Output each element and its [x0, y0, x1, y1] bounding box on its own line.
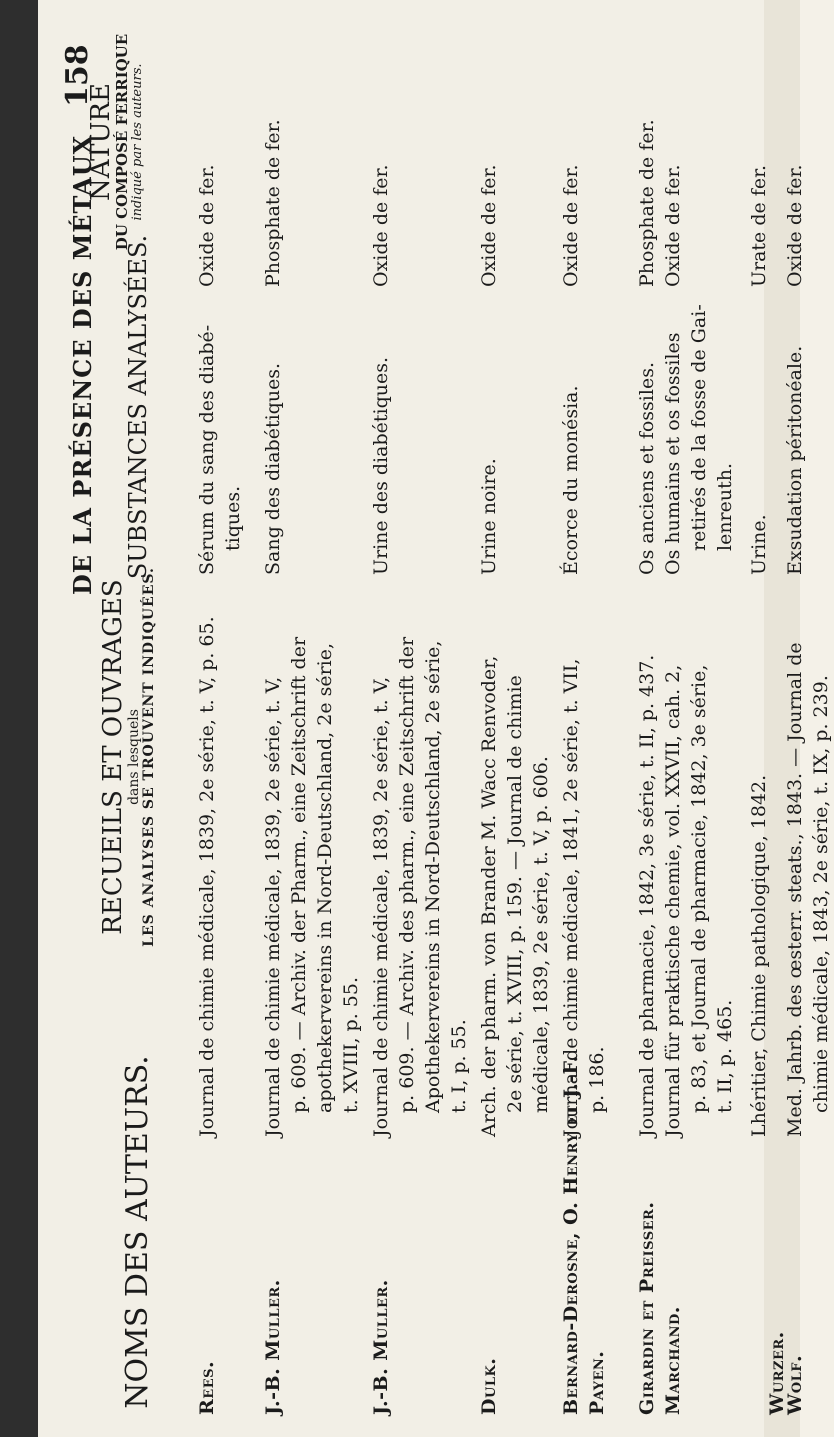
substance-line: Urine des diabétiques. — [370, 356, 392, 575]
source-line: p. 609. — Archiv. des pharm., eine Zeitschrift der — [396, 636, 418, 1113]
author-name: Wolf. — [784, 1354, 806, 1415]
header-substances: SUBSTANCES ANALYSÉES. — [124, 234, 152, 580]
substance-line: lenreuth. — [714, 462, 736, 551]
source-line: p. 83, et Journal de pharmacie, 1842, 3e série, — [688, 664, 710, 1113]
source-reference — [194, 577, 220, 1137]
ferric-compound: Oxide de fer. — [478, 164, 500, 287]
binding-edge — [0, 0, 38, 1437]
substance-line: Os anciens et fossiles. — [636, 362, 658, 575]
header-authors: NOMS DES AUTEURS. — [120, 1055, 155, 1409]
source-line: t. I, p. 55. — [448, 1019, 470, 1113]
author-name: Rees. — [196, 1360, 218, 1415]
source-line: p. 609. — Archiv. der Pharm., eine Zeitschrift der — [288, 636, 310, 1113]
author-name: Girardin et Preisser. — [636, 1201, 658, 1415]
source-line: médicale, 1839, 2e série, t. V, p. 606. — [530, 756, 552, 1113]
author-name: Dulk. — [478, 1357, 500, 1415]
header-sources-sub2: LES ANALYSES SE TROUVENT INDIQUÉES. — [140, 567, 157, 947]
ferric-compound: Urate de fer. — [748, 164, 770, 287]
source-line: chimie médicale, 1843, 2e série, t. IX, p. 239. — [810, 675, 832, 1113]
source-line: 2e série, t. XVIII, p. 159. — Journal de chimie — [504, 675, 526, 1113]
source-line: Journal für praktische chemie, vol. XXVII, cah. 2, — [662, 664, 684, 1137]
header-nature-title: NATURE — [86, 83, 116, 201]
source-line: Med. Jahrb. des œsterr. steats., 1843. — Journal de — [784, 642, 806, 1137]
source-line: Lhéritier, Chimie pathologique, 1842. — [748, 774, 770, 1137]
header-sources-title: RECUEILS ET OUVRAGES — [98, 579, 128, 935]
source-reference — [260, 577, 364, 1137]
source-line: Journal de pharmacie, 1842, 3e série, t. II, p. 437. — [636, 654, 658, 1137]
source-reference — [476, 577, 554, 1137]
source-line: t. XVIII, p. 55. — [340, 976, 362, 1113]
source-line: Journal de chimie médicale, 1839, 2e série, t. V, p. 65. — [196, 616, 218, 1137]
source-reference — [368, 577, 472, 1137]
header-nature — [88, 0, 145, 287]
ferric-compound: Phosphate de fer. — [636, 119, 658, 287]
header-sources-sub1: dans lesquels — [126, 709, 143, 805]
substance-line: Écorce du monésia. — [560, 385, 582, 575]
ferric-compound: Oxide de fer. — [560, 164, 582, 287]
source-reference — [782, 577, 834, 1137]
header-nature-sub2: indiqué par les auteurs. — [130, 63, 146, 221]
ferric-compound: Oxide de fer. — [784, 164, 806, 287]
author-name: Bernard-Derosne, O. Henry et J.-F. Payen. — [560, 1055, 608, 1415]
substance-line: retirés de la fosse de Gai- — [688, 304, 710, 551]
author-name: J.-B. Muller. — [370, 1279, 392, 1415]
ferric-compound: Phosphate de fer. — [262, 119, 284, 287]
substance-line: Exsudation péritonéale. — [784, 345, 806, 575]
source-line: t. II, p. 465. — [714, 999, 736, 1113]
source-reference — [634, 577, 660, 1137]
substance-line: Sérum du sang des diabé- — [196, 324, 218, 575]
ferric-compound: Oxide de fer. — [662, 164, 684, 287]
source-line: apothekervereins in Nord-Deutschland, 2e série, — [314, 642, 336, 1113]
ferric-compound: Oxide de fer. — [370, 164, 392, 287]
substance-line: Os humains et os fossiles — [662, 332, 684, 575]
source-line: Journal de chimie médicale, 1839, 2e série, t. V, — [370, 676, 392, 1137]
header-nature-sub1: DU COMPOSÉ FERRIQUE — [113, 33, 132, 251]
source-line: Journal de chimie médicale, 1839, 2e série, t. V, — [262, 676, 284, 1137]
source-line: Arch. der pharm. von Brander M. Wacc Renvoder, — [478, 655, 500, 1137]
source-line: p. 186. — [586, 1046, 608, 1113]
source-line: Apothekervereins in Nord-Deutschland, 2e série, — [422, 640, 444, 1113]
page-number: 158 — [60, 44, 95, 107]
substance-line: Sang des diabétiques. — [262, 362, 284, 575]
substance-line: tiques. — [222, 485, 244, 551]
substance-line: Urine. — [748, 514, 770, 575]
ferric-compound: Oxide de fer. — [196, 164, 218, 287]
rotated-page — [38, 0, 832, 1437]
substance-line: Urine noire. — [478, 458, 500, 575]
source-reference — [660, 577, 738, 1137]
author-name: J.-B. Muller. — [262, 1279, 284, 1415]
source-line: Journal de chimie médicale, 1841, 2e série, t. VII, — [560, 658, 582, 1137]
running-title: DE LA PRÉSENCE DES MÉTAUX — [68, 134, 97, 595]
source-reference — [558, 577, 610, 1137]
author-name: Wurzer. — [766, 1331, 788, 1415]
author-name: Marchand. — [662, 1306, 684, 1415]
